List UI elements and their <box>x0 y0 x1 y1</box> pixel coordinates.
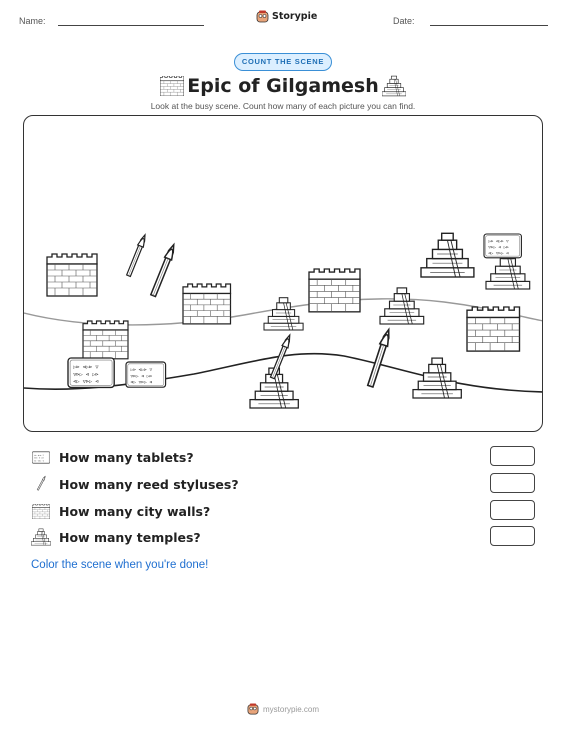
temple <box>264 298 303 330</box>
temple <box>421 233 474 277</box>
answer-box-temples[interactable] <box>490 526 535 546</box>
city-wall-icon <box>160 76 184 96</box>
name-line[interactable] <box>58 25 204 26</box>
question-walls <box>31 500 535 522</box>
tablet <box>68 358 114 387</box>
question-tablets <box>31 446 535 468</box>
name-label: Name: <box>19 16 46 26</box>
answer-box-tablets[interactable] <box>490 446 535 466</box>
scene-drawing <box>24 116 543 432</box>
instructions: Look at the busy scene. Count how many of each picture you can find. <box>150 101 416 111</box>
city-wall <box>183 284 231 324</box>
reed-stylus <box>270 334 293 379</box>
tablet-icon <box>32 451 50 464</box>
city-wall <box>83 321 128 359</box>
brand-name: Storypie <box>272 11 318 22</box>
color-instruction: Color the scene when you're done! <box>31 559 209 571</box>
question-styluses <box>31 473 535 495</box>
reed-stylus <box>366 328 392 387</box>
city-wall-icon <box>32 504 50 519</box>
storypie-mascot-icon <box>247 703 259 715</box>
city-wall <box>47 254 97 296</box>
footer-url[interactable]: mystorypie.com <box>262 704 319 714</box>
page-title: Epic of Gilgamesh <box>187 75 379 97</box>
date-line[interactable] <box>430 25 548 26</box>
title-row <box>160 73 406 99</box>
temple <box>380 288 424 324</box>
question-temples <box>31 526 535 548</box>
temple-icon <box>31 528 51 546</box>
tablet <box>484 234 521 258</box>
temple <box>413 358 461 398</box>
reed-stylus <box>126 234 148 277</box>
city-wall <box>467 307 520 351</box>
tablet <box>126 362 166 387</box>
answer-box-walls[interactable] <box>490 500 535 520</box>
count-scene <box>23 115 543 432</box>
question-label: How many city walls? <box>59 503 211 519</box>
question-label: How many temples? <box>59 529 201 545</box>
question-label: How many tablets? <box>59 449 194 465</box>
activity-badge: COUNT THE SCENE <box>234 53 332 71</box>
footer <box>0 703 566 715</box>
reed-stylus-icon <box>32 475 50 493</box>
question-label: How many reed styluses? <box>59 476 239 492</box>
brand-logo <box>256 10 317 23</box>
answer-box-styluses[interactable] <box>490 473 535 493</box>
temple-icon <box>382 75 406 97</box>
storypie-mascot-icon <box>256 10 269 23</box>
city-wall <box>309 269 360 312</box>
date-label: Date: <box>393 16 415 26</box>
reed-stylus <box>150 243 178 297</box>
